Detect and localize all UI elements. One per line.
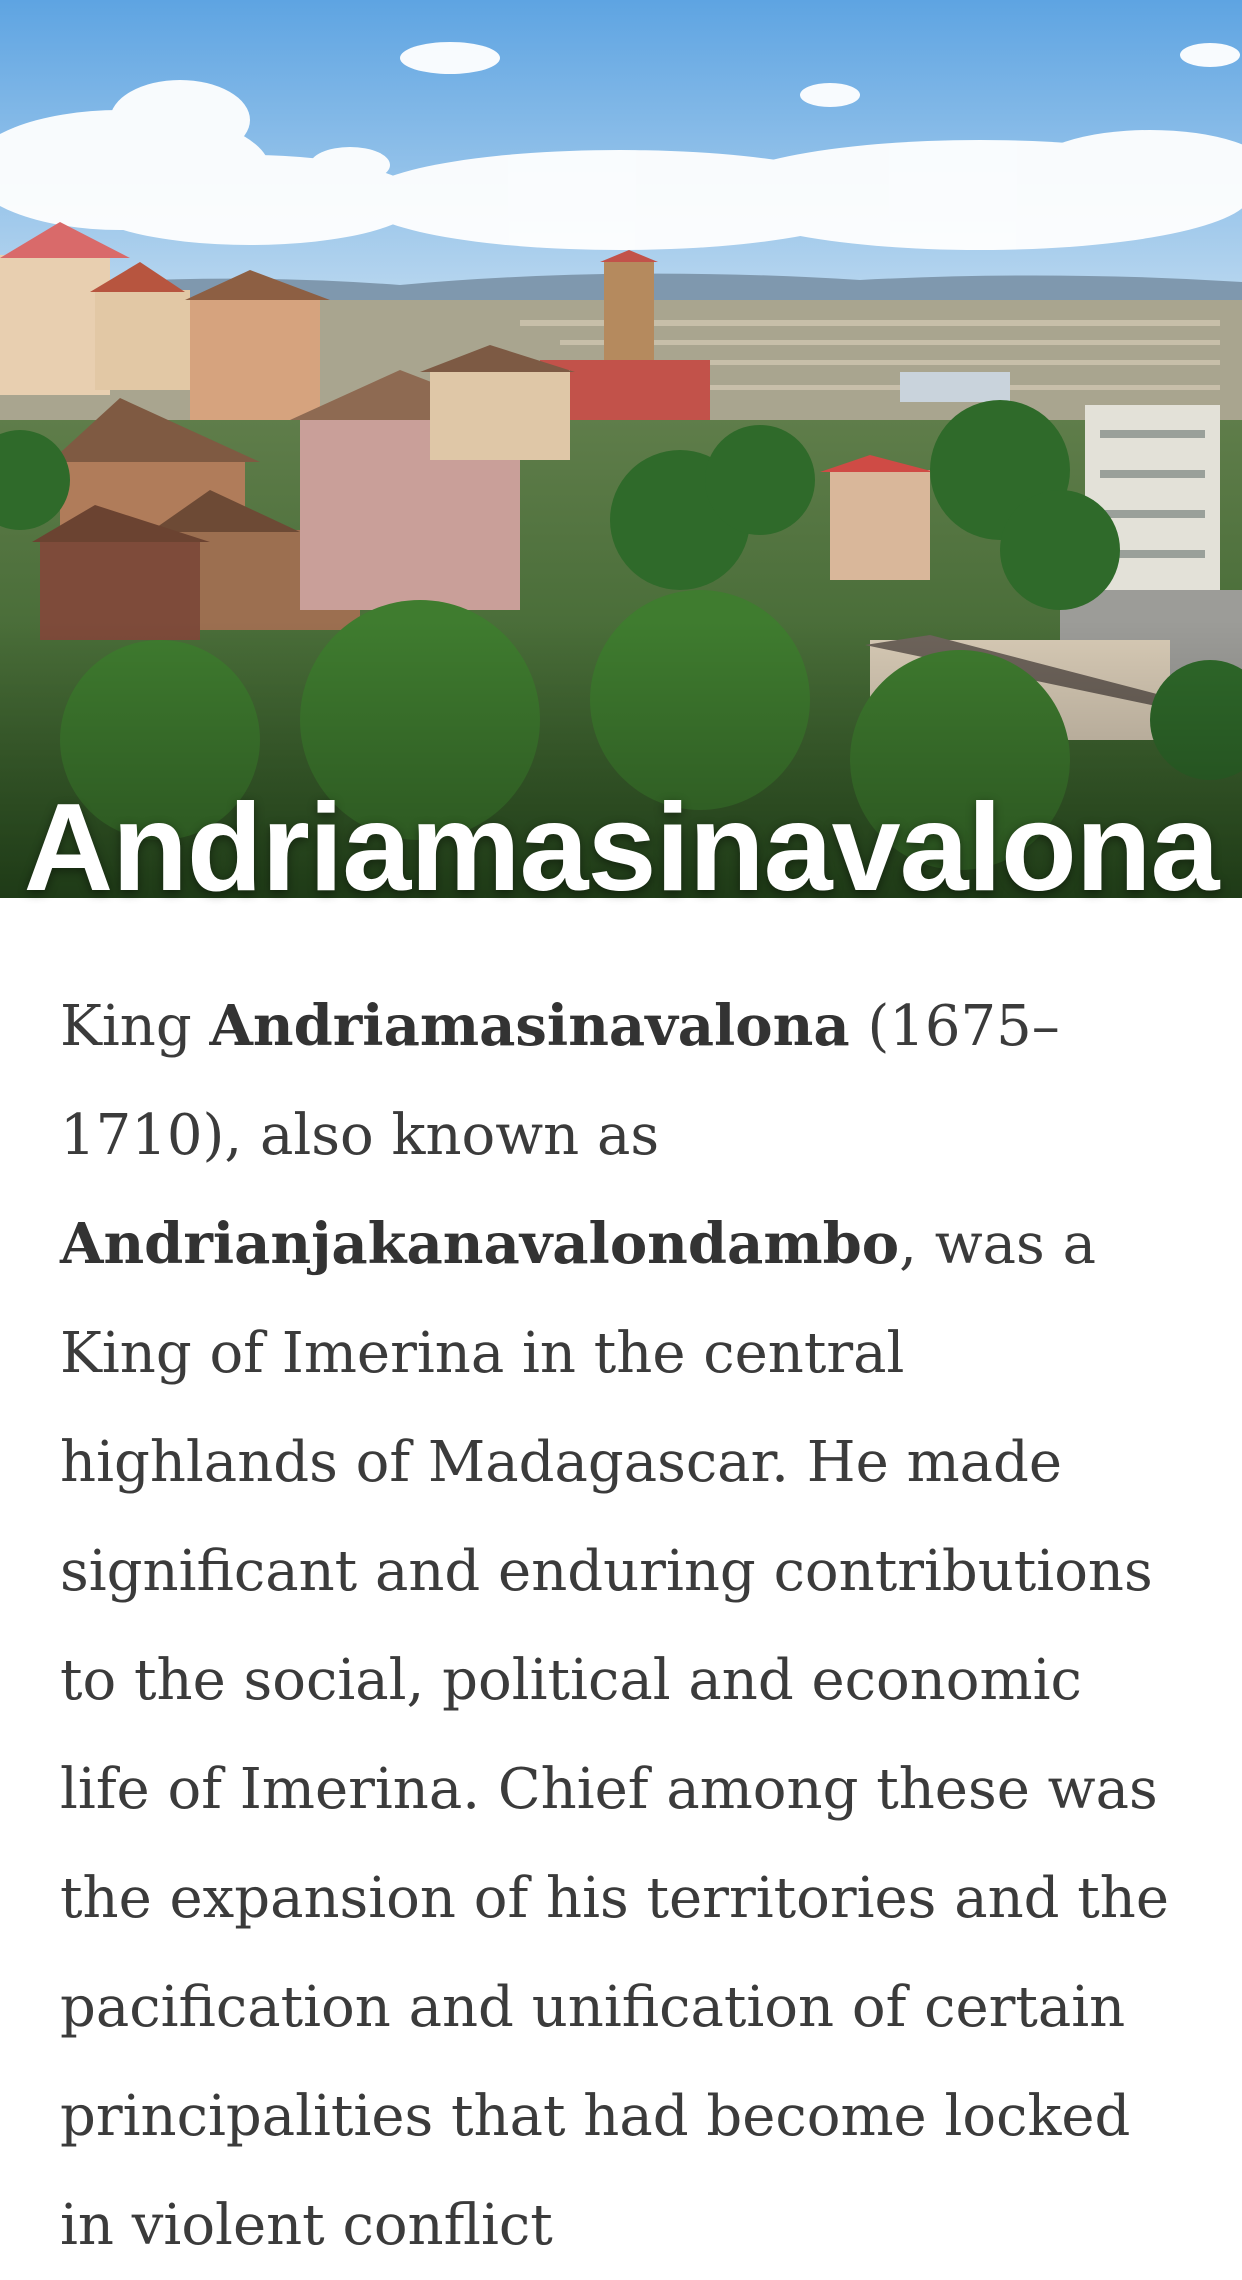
lead-paragraph: [60, 972, 1182, 2280]
lead-text-1: King: [60, 994, 210, 1059]
article-title: Andriamasinavalona: [23, 779, 1219, 918]
hero-banner: [0, 0, 1242, 918]
article-body: [0, 972, 1242, 2280]
lead-text-2: (1675–1710), also known as: [60, 994, 1060, 1168]
hero-image: [0, 0, 1242, 898]
lead-bold-name: Andriamasinavalona: [209, 993, 850, 1059]
lead-bold-alias: Andrianjakanavalondambo: [60, 1211, 900, 1277]
lead-text-3: , was a King of Imerina in the central highlands of Madagascar. He made significant and enduring contributions to the social, political and economic life of Imerina. Chief among these was the expansion of his territories and the pacification and unification of certain principalities that had become locked in violent conflict: [60, 1212, 1170, 2258]
